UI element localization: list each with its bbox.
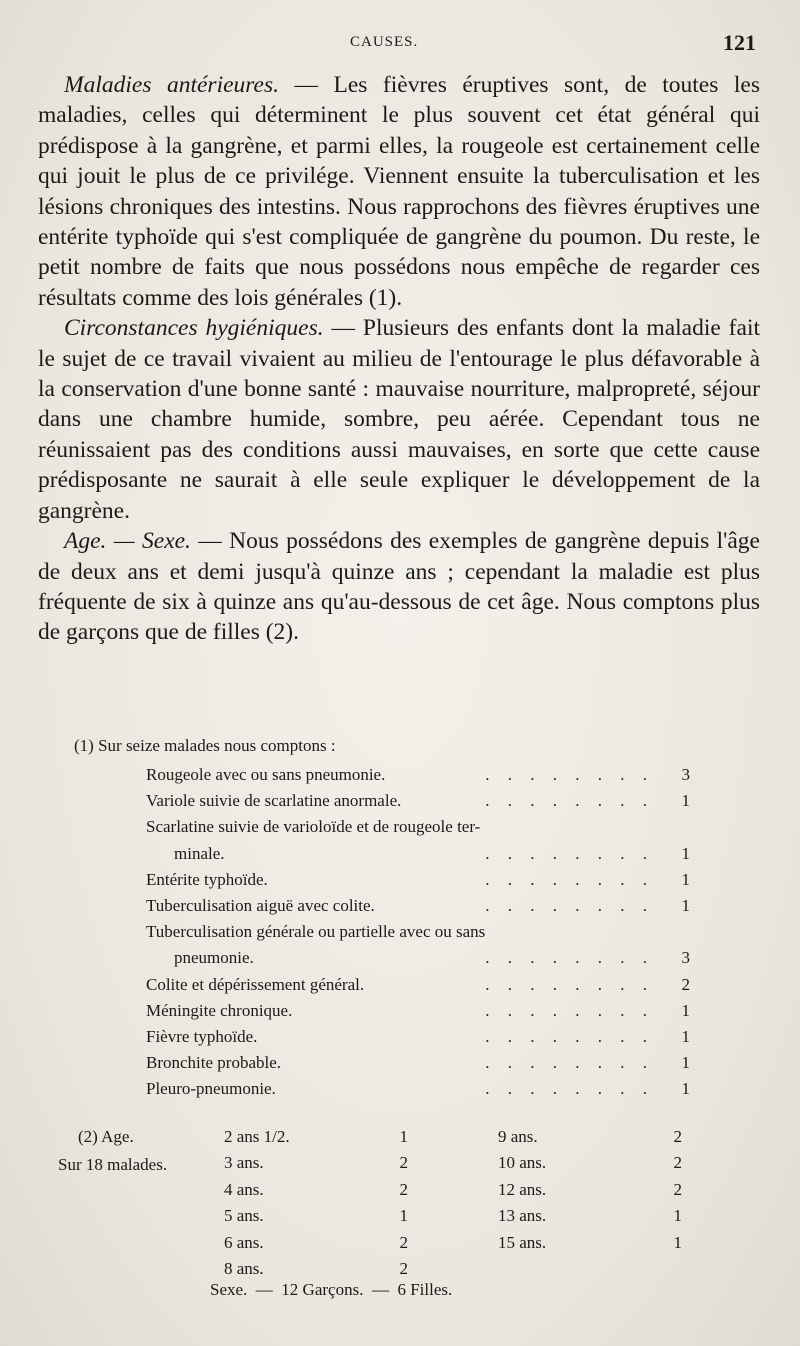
leader-dots: . . . . . . . . [485, 843, 654, 863]
cause-label: Tuberculisation aiguë avec colite. [146, 895, 375, 915]
cause-count: 3 [681, 765, 690, 784]
footnote-2-age-table [58, 1124, 714, 1304]
cause-label: Entérite typhoïde. [146, 869, 268, 889]
age-row [498, 1177, 698, 1203]
cause-label: Fièvre typhoïde. [146, 1026, 258, 1046]
cause-row [74, 893, 694, 919]
age-count: 1 [399, 1127, 408, 1146]
age-row [224, 1203, 424, 1229]
cause-count: 1 [681, 1053, 690, 1073]
age-row [224, 1256, 424, 1282]
leader-dots: . . . . . . . . [485, 791, 654, 811]
age-count: 2 [399, 1232, 408, 1252]
age-label: 10 ans. [498, 1153, 547, 1173]
cause-row [74, 1050, 694, 1076]
age-label: 2 ans 1/2. [224, 1127, 290, 1146]
cause-count: 3 [681, 948, 690, 968]
footnote-2-sex-line: Sexe. — 12 Garçons. — 6 Filles. [210, 1280, 453, 1299]
leader-dots: . . . . . . . . [485, 765, 654, 784]
cause-row [74, 762, 694, 788]
cause-count: 1 [681, 1079, 690, 1099]
cause-row [74, 945, 694, 971]
cause-row [74, 1024, 694, 1050]
footnote-2-intro: (2) Age. [78, 1127, 134, 1146]
age-label: 13 ans. [498, 1206, 547, 1226]
cause-row [74, 919, 694, 945]
cause-label: Scarlatine suivie de varioloïde et de rougeole ter- [146, 817, 481, 837]
paragraph-lead: Age. — Sexe. [64, 528, 191, 555]
age-count: 2 [673, 1153, 682, 1173]
main-text [38, 70, 760, 648]
running-head: CAUSES. [350, 34, 419, 50]
page-header [0, 30, 800, 60]
age-count: 2 [399, 1179, 408, 1199]
age-row [498, 1203, 698, 1229]
cause-count: 1 [681, 869, 690, 889]
leader-dots: . . . . . . . . [485, 1000, 654, 1020]
cause-label: minale. [174, 843, 225, 863]
cause-count: 1 [681, 1000, 690, 1020]
footnote-1-causes-list [74, 762, 694, 1102]
page-number: 121 [723, 30, 756, 55]
age-column-left [224, 1124, 424, 1282]
cause-row [74, 1076, 694, 1102]
cause-label: Pleuro-pneumonie. [146, 1079, 276, 1099]
age-count: 2 [399, 1153, 408, 1173]
leader-dots: . . . . . . . . [485, 1053, 654, 1073]
leader-dots: . . . . . . . . [485, 1079, 654, 1099]
cause-row [74, 998, 694, 1024]
cause-row [74, 814, 694, 840]
cause-label: Méningite chronique. [146, 1000, 293, 1020]
paragraph-text: — Les fièvres éruptives sont, de toutes les maladies, celles qui déterminent le plus souvent cet état général qui prédispose à la gangrène, et parmi elles, la rougeole est certainement celle qui jouit le plus de ce privilége. Viennent ensuite la tuberculisation et les lésions chroniques des intestins. Nous rapprochons des fièvres éruptives une entérite typhoïde qui s'est compliquée de gangrène du poumon. Du reste, le petit nombre de faits que nous possédons nous empêche de regarder ces résultats comme des lois générales (1). [38, 72, 760, 311]
age-label: 9 ans. [498, 1127, 538, 1146]
cause-row [74, 972, 694, 998]
leader-dots: . . . . . . . . [485, 869, 654, 889]
age-label: 4 ans. [224, 1179, 264, 1199]
cause-count: 1 [681, 791, 690, 811]
age-row [498, 1124, 698, 1150]
footnote-2-subtitle: Sur 18 malades. [58, 1155, 168, 1174]
footnote-1-intro: (1) Sur seize malades nous comptons : [74, 736, 336, 755]
cause-count: 1 [681, 843, 690, 863]
age-count: 1 [673, 1232, 682, 1252]
cause-label: Colite et dépérissement général. [146, 974, 365, 994]
age-count: 2 [673, 1127, 682, 1146]
age-label: 3 ans. [224, 1153, 264, 1173]
age-label: 5 ans. [224, 1206, 264, 1226]
age-row [498, 1230, 698, 1256]
cause-count: 1 [681, 1026, 690, 1046]
age-column-right [498, 1124, 698, 1256]
leader-dots: . . . . . . . . [485, 895, 654, 915]
age-count: 2 [673, 1179, 682, 1199]
age-row [224, 1177, 424, 1203]
age-count: 1 [673, 1206, 682, 1226]
cause-label: Rougeole avec ou sans pneumonie. [146, 765, 386, 784]
cause-row [74, 867, 694, 893]
age-row [224, 1124, 424, 1150]
cause-label: Tuberculisation générale ou partielle avec ou sans [146, 922, 486, 942]
paragraph-text: — Plusieurs des enfants dont la maladie fait le sujet de ce travail vivaient au milieu de l'entourage le plus défavorable à la conservation d'une bonne santé : mauvaise nourriture, malpropreté, séjour dans une chambre humide, sombre, peu aérée. Cependant tous ne réunissaient pas des conditions aussi mauvaises, en sorte que cette cause prédisposante ne saurait à elle seule expliquer le développement de la gangrène. [38, 315, 760, 524]
age-count: 1 [399, 1206, 408, 1226]
leader-dots: . . . . . . . . [485, 1026, 654, 1046]
age-row [224, 1150, 424, 1176]
cause-count: 1 [681, 895, 690, 915]
age-count: 2 [399, 1258, 408, 1278]
age-label: 12 ans. [498, 1179, 547, 1199]
age-row [224, 1230, 424, 1256]
paragraph-lead: Circonstances hygiéniques. [64, 315, 324, 342]
paragraph-circonstances-hygieniques [38, 313, 760, 526]
cause-count: 2 [681, 974, 690, 994]
leader-dots: . . . . . . . . [485, 948, 654, 968]
paragraph-age-sexe [38, 526, 760, 648]
cause-label: pneumonie. [174, 948, 254, 968]
age-row [498, 1150, 698, 1176]
age-label: 15 ans. [498, 1232, 547, 1252]
paragraph-lead: Maladies antérieures. [64, 72, 279, 98]
footnotes [58, 734, 694, 1278]
cause-row [74, 841, 694, 867]
paragraph-maladies-anterieures [38, 70, 760, 313]
cause-label: Bronchite probable. [146, 1053, 282, 1073]
age-label: 8 ans. [224, 1258, 264, 1278]
leader-dots: . . . . . . . . [485, 974, 654, 994]
age-label: 6 ans. [224, 1232, 264, 1252]
cause-row [74, 788, 694, 814]
cause-label: Variole suivie de scarlatine anormale. [146, 791, 402, 811]
paragraph-text: — Nous possédons des exemples de gangrène depuis l'âge de deux ans et demi jusqu'à quinze ans ; cependant la maladie est plus fréquente de six à quinze ans qu'au-dessous de cet âge. Nous comptons plus de garçons que de filles (2). [38, 528, 760, 646]
